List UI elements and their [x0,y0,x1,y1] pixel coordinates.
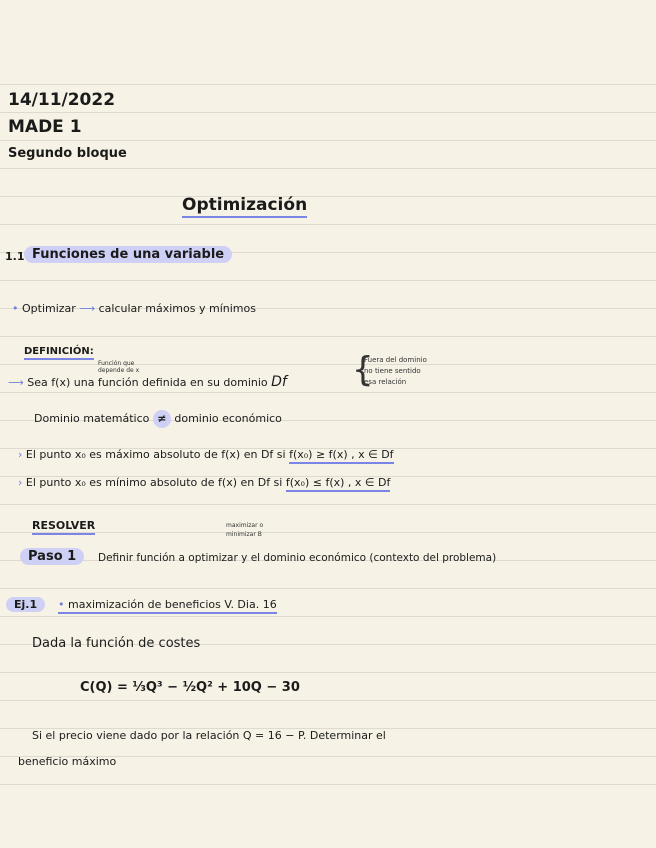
page-title: Optimización [182,195,307,218]
definition-df: Df [271,374,287,390]
example-title-text: maximización de beneficios V. Dia. 16 [68,598,277,611]
question-line-2: beneficio máximo [18,755,117,768]
section-number: 1.1 [5,250,25,263]
resolver-note-line: maximizar o [226,522,264,529]
definition-line [8,374,287,390]
example-label: Ej.1 [6,597,45,612]
chevron-right-icon: › [18,448,23,461]
arrow-right-icon: ⟶ [79,302,96,315]
domain-compare [34,410,282,428]
given-text: Dada la función de costes [32,636,201,651]
optimize-text: calcular máximos y mínimos [98,302,256,315]
definition-heading: DEFINICIÓN: [24,346,94,360]
min-bullet-formula: f(x₀) ≤ f(x) , x ∈ Df [286,476,390,492]
optimize-line [12,302,256,315]
resolver-note-line: minimizar B [226,531,262,538]
chevron-right-icon: › [18,476,23,489]
domain-brace-note [364,355,427,388]
brace-note-line: Fuera del dominio [364,356,427,364]
definition-text: una función definida en su dominio [73,376,268,389]
section-title: Funciones de una variable [24,246,232,263]
tiny-note-line: Función que [98,360,135,367]
domain-math: Dominio matemático [34,412,150,425]
brace-note-line: esa relación [364,378,407,386]
step-text: Definir función a optimizar y el dominio económico (contexto del problema) [98,552,497,564]
max-bullet-formula: f(x₀) ≥ f(x) , x ∈ Df [289,448,393,464]
step-label: Paso 1 [20,548,84,565]
min-bullet-text: El punto x₀ es mínimo absoluto de f(x) en Df si [25,476,283,489]
max-bullet-text: El punto x₀ es máximo absoluto de f(x) en Df si [25,448,286,461]
optimize-label: Optimizar [22,302,76,315]
max-bullet [18,448,394,461]
resolver-heading: RESOLVER [32,519,95,535]
block-label: Segundo bloque [8,146,127,161]
curly-brace-icon: { [352,350,374,390]
definition-sea: Sea [27,376,48,389]
cost-formula: C(Q) = ⅓Q³ − ½Q² + 10Q − 30 [80,680,300,695]
bullet-dot-icon: • [12,302,19,315]
resolver-note [226,521,263,539]
note-date: 14/11/2022 [8,90,116,110]
arrow-right-icon: ⟶ [8,376,24,389]
not-equal-icon: ≠ [153,410,171,428]
example-title [58,598,277,614]
brace-note-line: no tiene sentido [364,367,421,375]
definition-fx: f(x) [51,376,71,389]
domain-econ: dominio económico [174,412,282,425]
min-bullet [18,476,390,489]
function-tiny-note [98,360,139,374]
bullet-dot-icon: • [58,598,65,611]
question-line-1: Si el precio viene dado por la relación Q = 16 − P. Determinar el [32,729,386,742]
tiny-note-line: depende de x [98,367,140,374]
course-name: MADE 1 [8,117,82,137]
